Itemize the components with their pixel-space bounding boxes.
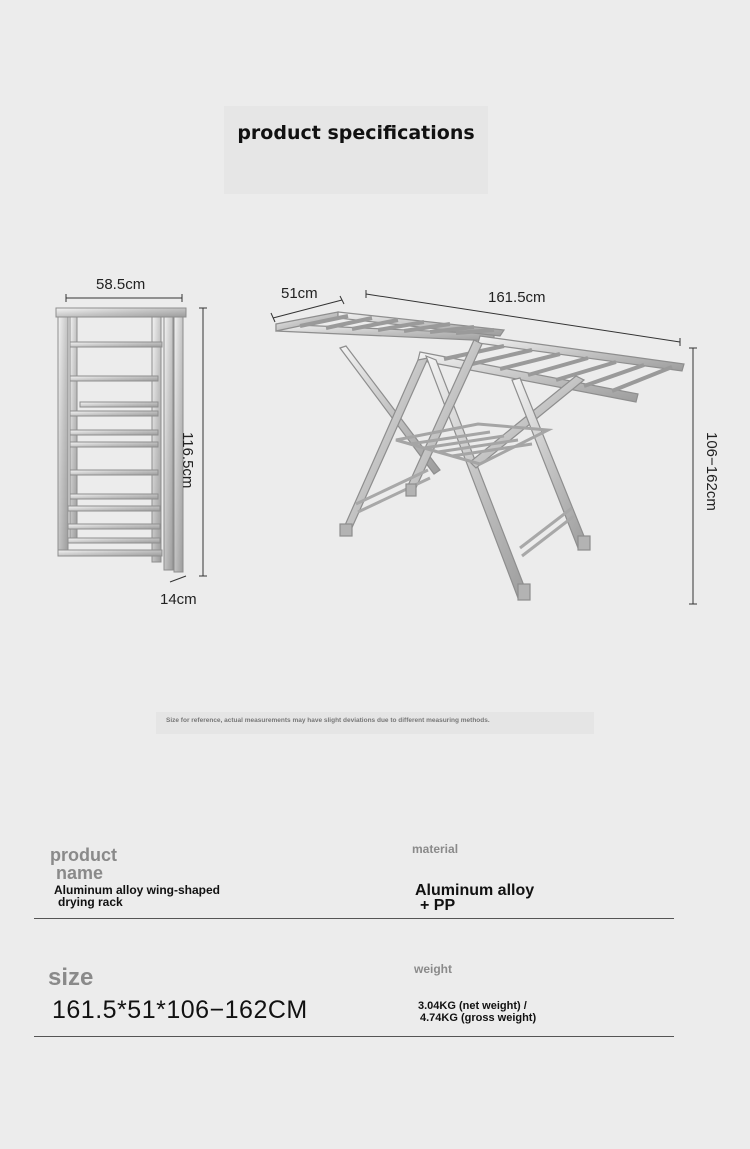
weight-value-2: 4.74KG (gross weight) — [420, 1012, 537, 1024]
open-rack-illustration — [276, 312, 684, 600]
material-value-2: + PP — [420, 897, 456, 914]
size-label: size — [48, 964, 94, 991]
weight-label: weight — [414, 962, 452, 976]
folded-width-label: 58.5cm — [96, 276, 146, 293]
size-value: 161.5*51*106−162CM — [52, 996, 308, 1024]
product-name-label-2: name — [56, 863, 104, 883]
row-divider — [34, 918, 674, 919]
bottom-divider — [34, 1036, 674, 1037]
open-length-label: 161.5cm — [488, 289, 546, 306]
folded-depth-label: 14cm — [160, 591, 197, 608]
product-name-value-2: drying rack — [58, 895, 123, 909]
folded-height-label: 116.5cm — [179, 432, 196, 489]
folded-rack-illustration — [56, 308, 186, 572]
measurement-note: Size for reference, actual measurements may have slight deviations due to different measuring methods. — [156, 712, 594, 734]
open-depth-label: 51cm — [281, 285, 318, 302]
product-name-label-1: product — [50, 845, 117, 865]
weight-value-1: 3.04KG (net weight) / — [418, 1000, 527, 1012]
material-value-1: Aluminum alloy — [415, 882, 535, 899]
page-title: product specifications — [224, 106, 488, 194]
material-label: material — [412, 842, 459, 856]
product-name-value-1: Aluminum alloy wing-shaped — [54, 883, 221, 897]
open-height-label: 106−162cm — [703, 432, 720, 511]
